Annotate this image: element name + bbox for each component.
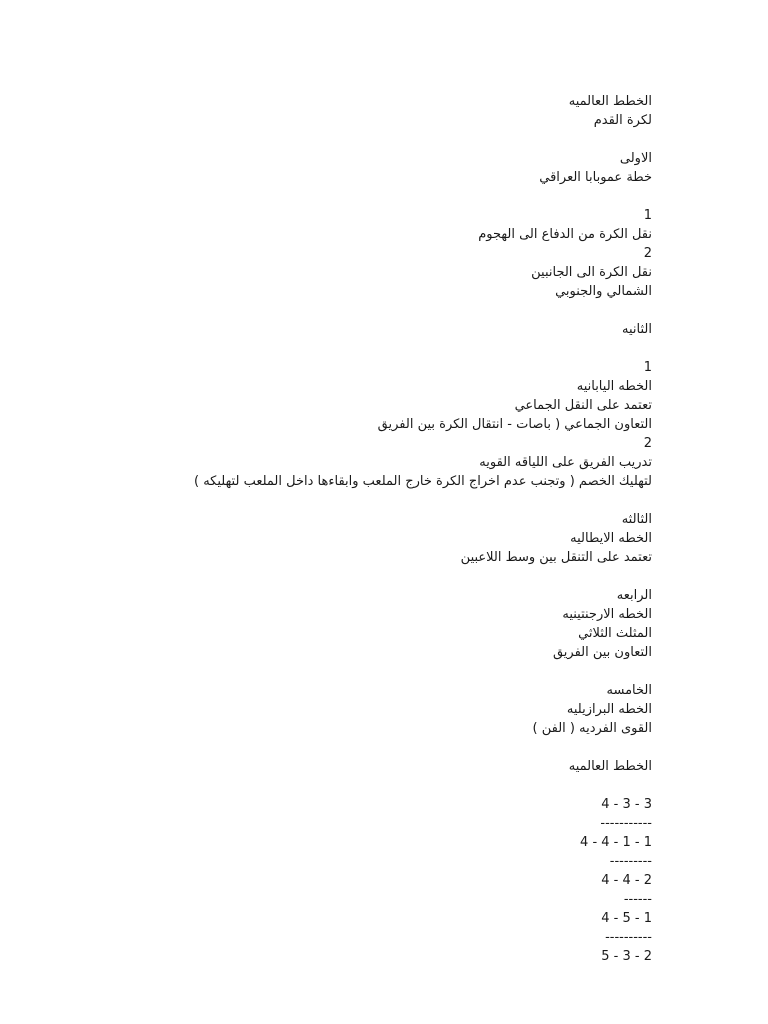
text-line: القوى الفرديه ( الفن ) (532, 721, 652, 736)
text-line: الرابعه (616, 588, 652, 603)
text-line: خطة عموبابا العراقي (539, 170, 652, 185)
text-line: الخامسه (606, 683, 652, 698)
text-line: 4 - 3 - 3 (601, 797, 652, 812)
blank-line (0, 491, 652, 510)
text-line: المثلث الثلاثي (578, 626, 652, 641)
text-line: ----------- (600, 816, 652, 831)
text-line: تعتمد على النقل الجماعي (514, 398, 652, 413)
text-line: 2 (643, 246, 652, 261)
text-line: نقل الكرة الى الجانبين (531, 265, 652, 280)
text-line: 4 - 4 - 1 - 1 (580, 835, 652, 850)
text-line: --------- (609, 854, 652, 869)
document-body (0, 92, 652, 966)
text-line: الشمالي والجنوبي (555, 284, 652, 299)
text-line: التعاون بين الفريق (552, 645, 652, 660)
blank-line (0, 738, 652, 757)
text-line: الخطه البرازيليه (566, 702, 652, 717)
blank-line (0, 301, 652, 320)
text-line: 1 (643, 360, 652, 375)
blank-line (0, 776, 652, 795)
text-line: التعاون الجماعي ( باصات - انتقال الكرة بين الفريق (377, 417, 652, 432)
blank-line (0, 662, 652, 681)
text-line: 2 (643, 436, 652, 451)
blank-line (0, 339, 652, 358)
text-line: الاولى (619, 151, 652, 166)
text-line: ------ (623, 892, 652, 907)
blank-line (0, 130, 652, 149)
text-line: الخطه الارجنتينيه (562, 607, 652, 622)
text-line: لكرة القدم (593, 113, 652, 128)
text-line: 5 - 3 - 2 (601, 949, 652, 964)
text-line: 4 - 5 - 1 (601, 911, 652, 926)
text-line: لتهليك الخصم ( وتجنب عدم اخراج الكرة خارج الملعب وابقاءها داخل الملعب لتهليكه ) (193, 474, 652, 489)
blank-line (0, 567, 652, 586)
text-line: 1 (643, 208, 652, 223)
text-line: الثالثه (621, 512, 652, 527)
text-line: الثانيه (622, 322, 652, 337)
text-line: تدريب الفريق على اللياقه القويه (479, 455, 652, 470)
text-line: الخطط العالميه (568, 94, 652, 109)
text-line: ---------- (605, 930, 652, 945)
text-line: نقل الكرة من الدفاع الى الهجوم (478, 227, 652, 242)
text-line: الخطه اليابانيه (576, 379, 652, 394)
text-line: تعتمد على التنقل بين وسط اللاعبين (460, 550, 652, 565)
blank-line (0, 187, 652, 206)
text-line: الخطط العالميه (568, 759, 652, 774)
text-line: 4 - 4 - 2 (601, 873, 652, 888)
text-line: الخطه الايطاليه (570, 531, 652, 546)
